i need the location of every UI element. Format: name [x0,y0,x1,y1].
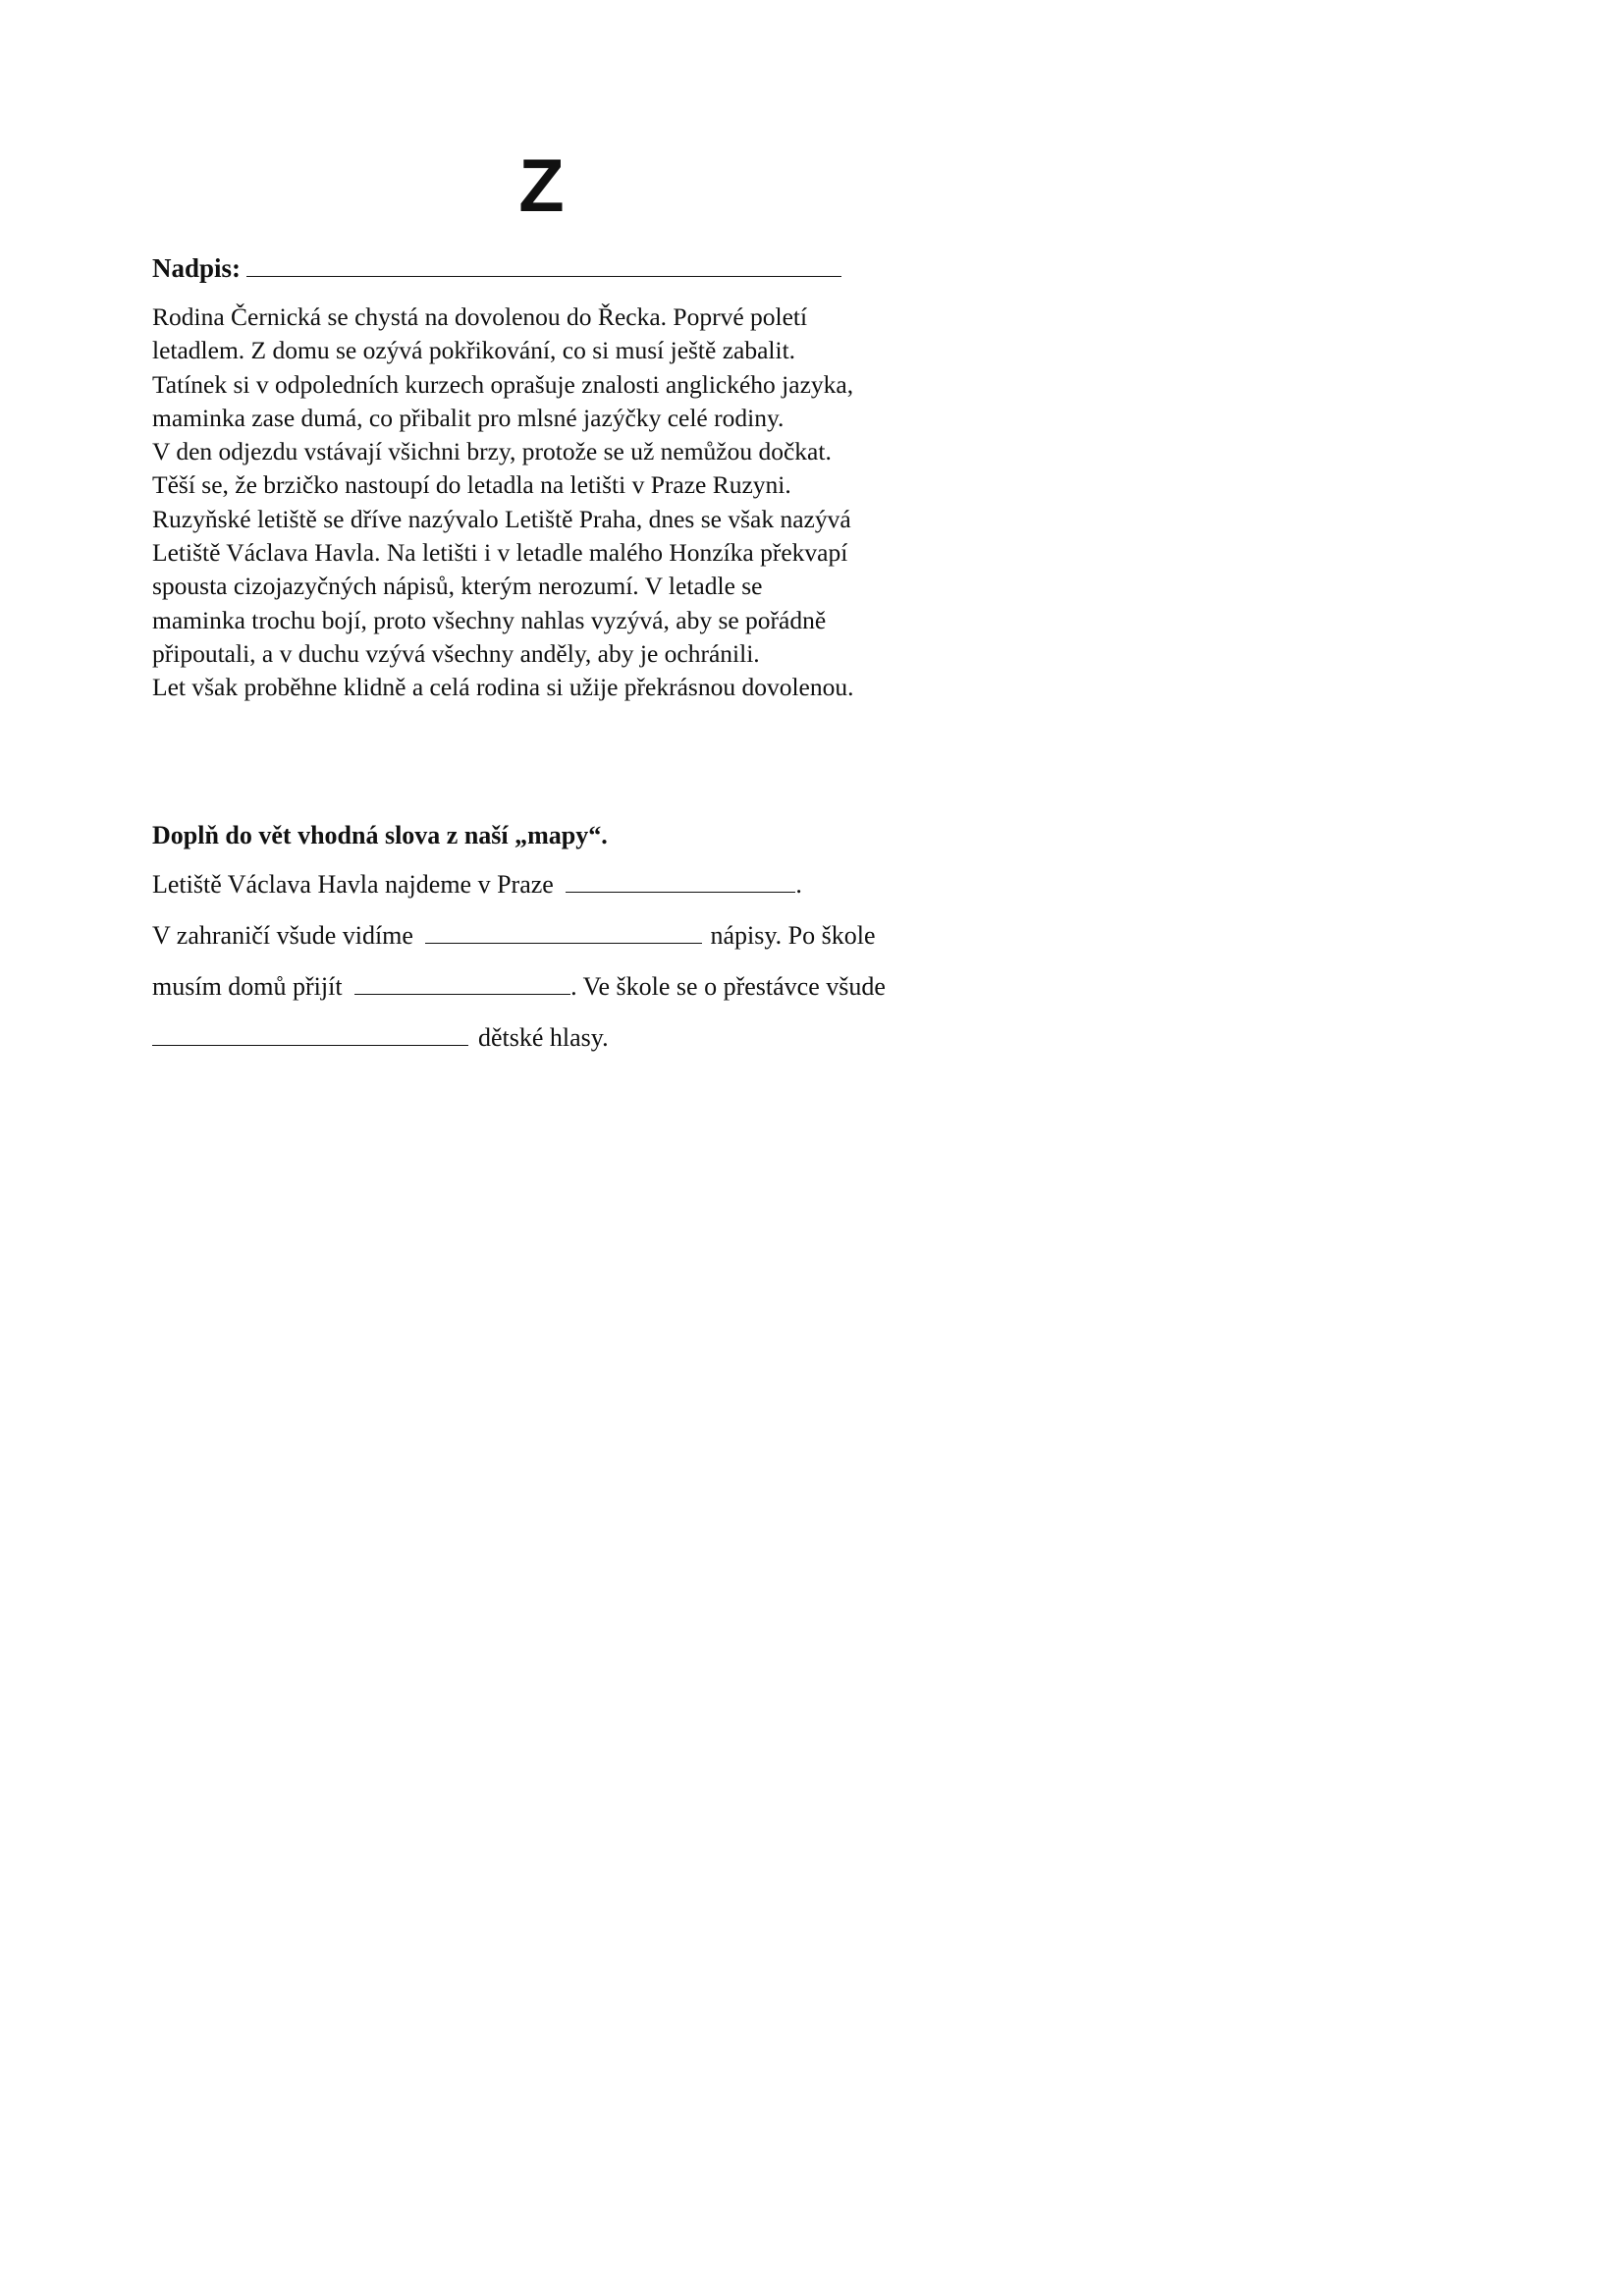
story-line: Let však proběhne klidně a celá rodina si užije překrásnou dovolenou. [152,673,854,702]
story-line: maminka zase dumá, co přibalit pro mlsné jazýčky celé rodiny. [152,403,785,432]
story-line: letadlem. Z domu se ozývá pokřikování, co si musí ještě zabalit. [152,336,796,365]
sentence-4-text: dětské hlasy. [478,1023,609,1052]
story-line: Tatínek si v odpoledních kurzech oprašuje znalosti anglického jazyka, [152,369,854,399]
sentence-1-end: . [795,870,802,899]
sentence-2-text: V zahraničí všude vidíme [152,921,413,950]
blank-2[interactable] [425,919,702,944]
story-line: připoutali, a v duchu vzývá všechny anděly, aby je ochránili. [152,638,760,668]
blank-4[interactable] [152,1021,468,1046]
title-field-label: Nadpis: [152,253,242,283]
story-line: V den odjezdu vstávají všichni brzy, protože se už nemůžou dočkat. [152,437,832,466]
exercise-sentence-3 [152,970,886,1004]
title-field [152,251,841,285]
exercise-sentence-2 [152,919,876,953]
sentence-1-text: Letiště Václava Havla najdeme v Praze [152,870,554,899]
sentence-3-end: . Ve škole se o přestávce všude [570,972,886,1001]
story-line: maminka trochu bojí, proto všechny nahlas vyzývá, aby se pořádně [152,605,827,634]
title-blank[interactable] [246,252,841,277]
sentence-3-text: musím domů přijít [152,972,343,1001]
sentence-2-end: nápisy. Po škole [710,921,876,950]
story-line: Rodina Černická se chystá na dovolenou do Řecka. Poprvé poletí [152,302,808,331]
story-line: Ruzyňské letiště se dříve nazývalo Letiště Praha, dnes se však nazývá [152,504,851,533]
story-line: Těší se, že brzičko nastoupí do letadla na letišti v Praze Ruzyni. [152,470,791,500]
section-letter: Z [518,144,565,228]
exercise-title: Doplň do vět vhodná slova z naší „mapy“. [152,821,608,849]
exercise-sentence-1 [152,868,802,902]
story-text [152,301,1036,705]
story-line: spousta cizojazyčných nápisů, kterým nerozumí. V letadle se [152,572,763,601]
blank-1[interactable] [566,868,795,893]
story-line: Letiště Václava Havla. Na letišti i v letadle malého Honzíka překvapí [152,538,848,568]
blank-3[interactable] [354,970,570,995]
exercise-sentence-4 [152,1021,609,1055]
